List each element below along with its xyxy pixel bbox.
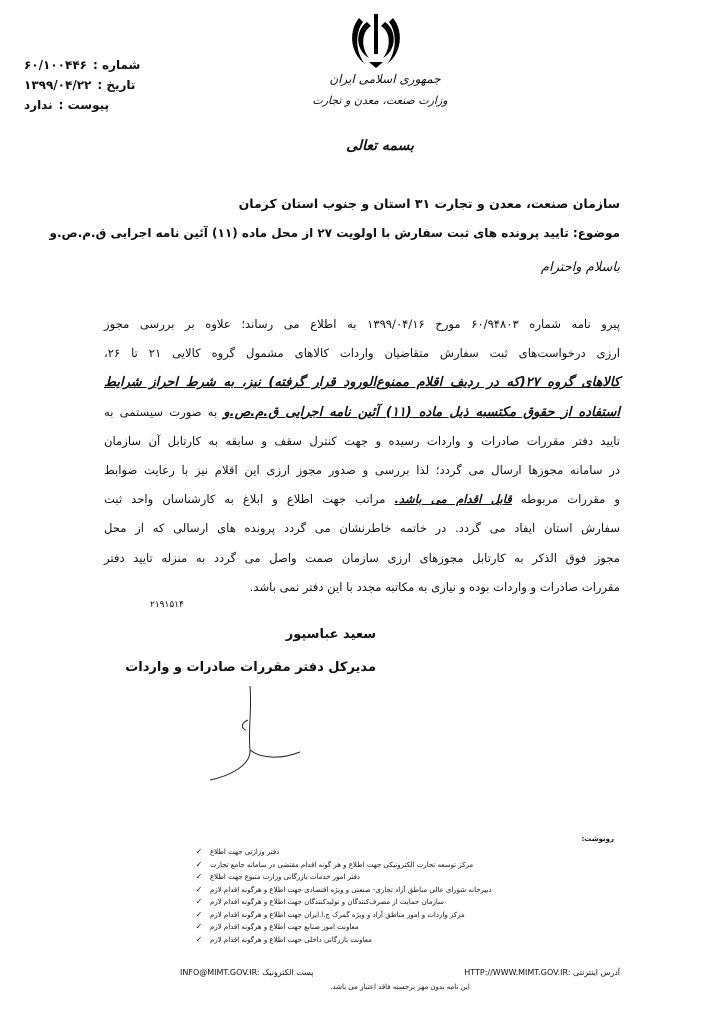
body-text: و مقررات مربوطه [511,492,620,507]
body-line: پیرو نامه شماره ۶۰/۹۴۸۰۳ مورخ ۱۳۹۹/۰۴/۱۶ به اطلاع می رساند؛ علاوه بر بررسی مجوز [104,317,620,331]
attachment-value: ندارد [24,98,53,112]
iran-emblem-icon [345,10,407,72]
letterhead-ministry: وزارت صنعت، معدن و تجارت [312,94,448,107]
date-label: تاریخ : [97,78,136,92]
email-address: INFO@MIMT.GOV.IR: [180,968,260,977]
body-line: مجوز فوق الذکر به کارتابل مجوزهای ارزی سازمان صمت واصل می گردد به منزله تایید دفتر [104,550,620,565]
footer-web [464,968,620,977]
body-line: در سامانه مجوزها ارسال می گردد؛ لذا بررسی و صدور مجوز ارزی این اقلام نیز با رعایت ضوابط [104,463,620,478]
checkmark-icon: ✓ [195,872,203,881]
cc-item-text: معاونت امور صنایع جهت اطلاع و هرگونه اقدام لازم [210,923,359,931]
cc-item [194,934,614,947]
letter-meta [24,55,184,115]
footer-email [180,968,313,977]
cc-item [194,896,614,909]
body-emphasis: قابل اقدام می باشد. [394,492,512,507]
body-line: ارزی درخواست‌های ثبت سفارش متقاضیان واردات کالاهای مشمول گروه کالایی ۲۱ تا ۲۶، [104,346,620,361]
cc-item-text: سازمان حمایت از مصرف‌کنندگان و تولیدکنندگان جهت اطلاع و هرگونه اقدام لازم [210,898,444,906]
greeting: باسلام واحترام [540,260,620,275]
signature-scribble [190,680,310,790]
letter-attachment [24,95,184,115]
cc-item [194,884,614,897]
date-value: ۱۳۹۹/۰۴/۲۲ [24,78,92,92]
reference-code: ۲۱۹۱۵۱۴ [150,600,184,610]
footer [180,968,620,991]
cc-item-text: دبیرخانه شورای عالی مناطق آزاد تجاری- صنعتی و ویژه اقتصادی جهت اطلاع و هرگونه اقدام لازم [210,885,492,894]
body-line [104,398,620,427]
cc-item [194,859,614,872]
cc-item-text: مرکز توسعه تجارت الکترونیکی جهت اطلاع و هر گونه اقدام مقتضی در سامانه جامع تجارت [210,860,474,869]
footer-note: این نامه بدون مهر برجسته فاقد اعتبار می باشد. [330,983,470,991]
number-value: ۶۰/۱۰۰۴۴۶ [24,58,87,72]
checkmark-icon: ✓ [195,859,203,869]
checkmark-icon: ✓ [195,922,203,931]
letter-number [24,55,184,75]
body-line: تایید دفتر مقررات صادرات و واردات رسیده و جهت کنترل سقف و سابقه به کارتابل آن سازمان [104,433,620,448]
signatory-title: مدیرکل دفتر مقررات صادرات و واردات [125,660,376,675]
checkmark-icon: ✓ [195,909,203,919]
number-label: شماره : [92,58,141,72]
cc-list [194,835,614,946]
checkmark-icon: ✓ [195,934,203,944]
checkmark-icon: ✓ [195,897,203,906]
cc-item-text: دفتر امور خدمات بازرگانی وزارت متبوع جهت اطلاع [210,873,361,881]
email-label: پست الکترونیک [262,968,314,977]
attachment-label: پیوست : [58,98,110,112]
addressee: سازمان صنعت، معدن و تجارت ۳۱ استان و جنوب استان کرمان [238,196,620,211]
body-text: مراتب جهت اطلاع و ابلاغ به کارشناسان واحد ثبت [104,492,395,507]
subject: موضوع: تایید پرونده های ثبت سفارش با اولویت ۲۷ از محل ماده (۱۱) آئین نامه اجرایی ق.م.ص.و [49,226,620,240]
checkmark-icon: ✓ [195,847,203,856]
body-line-emphasis: کالاهای گروه ۲۷(که در ردیف اقلام ممنوع‌الورود قرار گرفته) نیز، به شرط احراز شرایط [104,375,620,391]
signatory-name: سعید عباسپور [285,627,376,642]
body-line: سفارش استان ایفاد می گردد. در خاتمه خاطرنشان می گردد پرونده های ارسالی که از محل [104,521,620,536]
letterhead-republic: جمهوری اسلامی ایران [329,72,441,86]
body-line [104,485,620,514]
footer-contacts [180,968,620,977]
letter-body [104,310,620,602]
body-line: مقررات صادرات و واردات بوده و نیازی به مکاتبه مجدد با این دفتر نمی باشد. [249,579,620,594]
letter-date [24,75,184,95]
cc-item-text: مرکز واردات و امور مناطق آزاد و ویژه گمرک ج.ا.ایران جهت اطلاع و هرگونه اقدام لازم [210,910,465,919]
cc-title: رونوشت: [581,835,614,843]
checkmark-icon: ✓ [195,884,203,894]
body-emphasis: استفاده از حقوق مکتسبه ذیل ماده (۱۱) آئین نامه اجرایی ق.م.ص.و [223,404,620,420]
cc-item-text: دفتر وزارتی جهت اطلاع [210,848,280,856]
web-label: آدرس اینترنتی [573,968,620,977]
letterhead-basmala: بسمه تعالی [346,138,414,154]
cc-item [194,871,614,884]
cc-item-text: معاونت بازرگانی داخلی جهت اطلاع و هرگونه اقدام لازم [210,935,372,944]
body-text: به صورت سیستمی به [104,404,224,419]
web-address: HTTP://WWW.MIMT.GOV.IR: [464,968,571,977]
cc-item [194,921,614,934]
cc-item [194,846,614,859]
cc-item [194,909,614,922]
